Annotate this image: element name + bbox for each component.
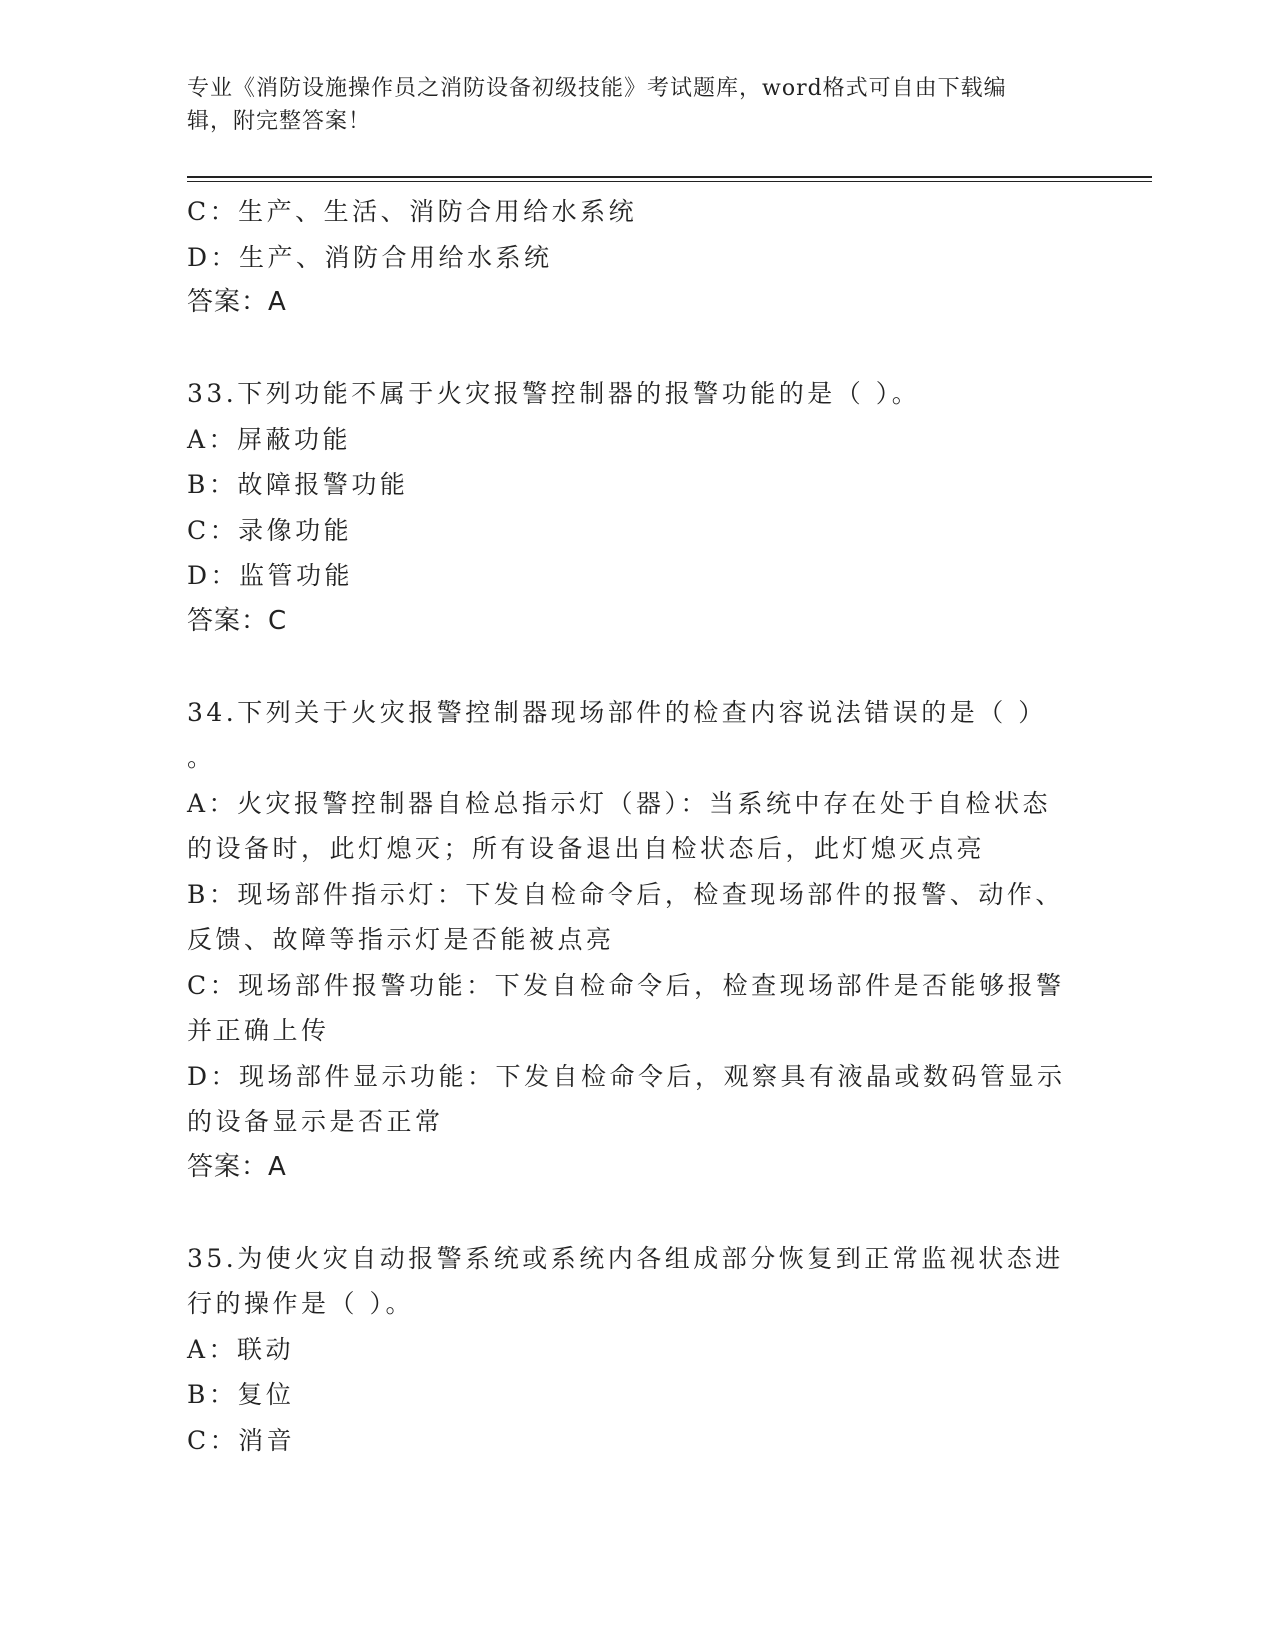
question-line: A：屏蔽功能 <box>187 424 352 454</box>
question-line: B：现场部件指示灯：下发自检命令后，检查现场部件的报警、动作、 <box>187 879 1064 909</box>
block-spacer <box>187 326 1087 372</box>
header-line-2: 辑，附完整答案！ <box>187 109 372 134</box>
question-line: 33.下列功能不属于火灾报警控制器的报警功能的是（ ）。 <box>187 379 921 408</box>
question-line: C：现场部件报警功能：下发自检命令后，检查现场部件是否能够报警 <box>187 970 1065 1000</box>
question-list <box>187 189 1087 1463</box>
question-block <box>187 1236 1087 1464</box>
question-line: D：监管功能 <box>187 561 354 590</box>
answer-line: 答案：A <box>187 1151 287 1182</box>
question-line: 反馈、故障等指示灯是否能被点亮 <box>187 925 615 954</box>
question-line: C：录像功能 <box>187 515 353 545</box>
question-line: 并正确上传 <box>187 1016 330 1045</box>
answer-line: 答案：A <box>187 287 287 317</box>
question-line: 的设备显示是否正常 <box>187 1107 444 1136</box>
block-spacer <box>187 1190 1087 1236</box>
header-line-1: 专业《消防设施操作员之消防设备初级技能》考试题库，word格式可自由下载编 <box>187 76 1007 101</box>
question-block <box>187 371 1087 690</box>
question-line: 34.下列关于火灾报警控制器现场部件的检查内容说法错误的是（ ） <box>187 697 1047 727</box>
answer-line: 答案：C <box>187 605 288 636</box>
question-line: A：火灾报警控制器自检总指示灯（器）：当系统中存在处于自检状态 <box>187 788 1052 818</box>
header-divider-thin <box>187 181 1152 182</box>
document-header <box>187 72 1067 138</box>
question-line: 行的操作是（ ）。 <box>187 1289 414 1318</box>
block-spacer <box>187 644 1087 690</box>
question-line: 。 <box>187 743 216 772</box>
question-line: C：消音 <box>187 1425 296 1455</box>
question-line: D：现场部件显示功能：下发自检命令后，观察具有液晶或数码管显示 <box>187 1061 1066 1091</box>
question-block <box>187 189 1087 371</box>
question-line: B：复位 <box>187 1380 295 1409</box>
question-line: C：生产、生活、消防合用给水系统 <box>187 197 638 226</box>
question-block <box>187 690 1087 1236</box>
question-line: B：故障报警功能 <box>187 470 409 499</box>
question-line: 35.为使火灾自动报警系统或系统内各组成部分恢复到正常监视状态进 <box>187 1243 1064 1273</box>
question-line: A：联动 <box>187 1334 295 1364</box>
header-divider-thick <box>187 176 1152 178</box>
question-line: D：生产、消防合用给水系统 <box>187 242 553 272</box>
question-line: 的设备时，此灯熄灭；所有设备退出自检状态后，此灯熄灭点亮 <box>187 834 986 863</box>
